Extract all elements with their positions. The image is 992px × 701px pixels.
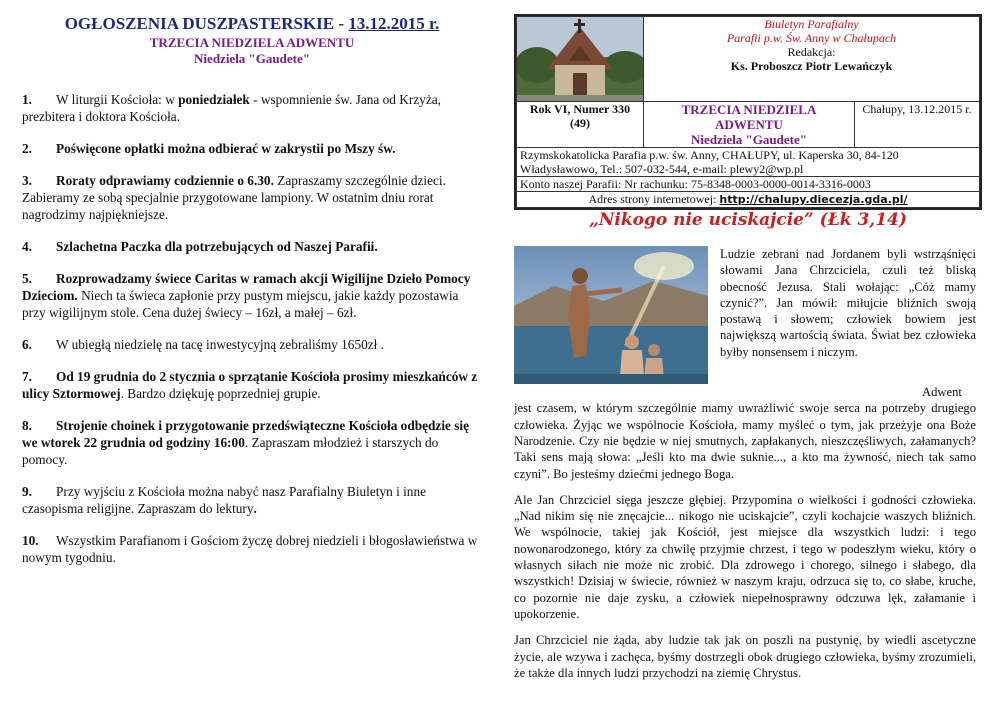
article-paragraph: Adwent jest czasem, w którym szczególnie mamy uwrażliwić swoje serca na potrzeby drugiego człowieka. Żyjąc we wspólnocie Kościoła, mamy myśleć o tym, jak przeżyje ona Boże Narodzenie. Czy nie będzie w niej smutnych, zapłakanych, nieszczęśliwych, załamanych? Taki sens mają słowa: „Jeśli kto ma dwie suknie..., a kto ma żywność, niech tak samo czyni”. Bo jesteśmy dziećmi jednego Boga. (514, 385, 976, 481)
announcement-list (22, 91, 482, 566)
bulletin-header (514, 14, 982, 210)
advent-cell (644, 102, 855, 148)
announcement-item: 1. W liturgii Kościoła: w poniedziałek - wspomnienie św. Jana od Krzyża, prezbitera i doktora Kościoła. (22, 92, 441, 124)
article-paragraph: Ale Jan Chrzciciel sięga jeszcze głębiej. Przypomina o wielkości i godności człowieka. „Nad nikim się nie znęcajcie... nikogo nie uciskajcie”, czyli kochajcie waszych bliźnich. We wspólnocie, takiej jak Kościół, jest miejsce dla wszystkich ludzi: i tego nowonarodzonego, który za chwilę przyjmie chrzest, i tego w podeszłym wieku, który o własnych siłach nie może nic zrobić. Dla zdrowego i chorego, silnego i słabego, dla wszystkich! Dzisiaj w świecie, również w naszym kraju, odrzuca się to, co słabe, kruche, co pozornie nie daje zysku, a człowiek niepełnosprawny odczuwa lęk, załamanie i upokorzenie. (514, 492, 976, 621)
bulletin-title: Biuletyn Parafialny (764, 17, 859, 31)
church-image (517, 17, 643, 101)
issue-number: Rok VI, Numer 330 (49) (517, 102, 644, 148)
editor-name: Ks. Proboszcz Piotr Lewańczyk (730, 59, 893, 73)
announcement-item: 10. Wszystkim Parafianom i Gościom życzę dobrej niedzieli i błogosławieństwa w nowym tygodniu. (22, 533, 478, 565)
announcement-item: 6. W ubiegłą niedzielę na tacę inwestycyjną zebraliśmy 1650zł . (22, 337, 384, 352)
announcements-column (22, 10, 482, 581)
article-body (514, 246, 976, 691)
city-date: Chałupy, 13.12.2015 r. (855, 102, 980, 148)
announcement-item: 3. Roraty odprawiamy codziennie o 6.30. Zapraszamy szczególnie dzieci. Zabieramy ze sobą specjalnie przygotowane lampiony. W ostatnim dniu rorat nagrodzimy najpiękniejsze. (22, 173, 446, 222)
announcements-subtitle-gaudete: Niedziela "Gaudete" (194, 51, 310, 66)
website-label: Adres strony internetowej: (588, 192, 720, 206)
website-link[interactable]: http://chalupy.diecezja.gda.pl/ (719, 193, 908, 206)
article-paragraph: Jan Chrzciciel nie żąda, aby ludzie tak jak on poszli na pustynię, by wiedli ascetyczne życie, ale wzywa i zachęca, byśmy dostrzegli obok drugiego człowieka, byśmy zrozumieli, że także dla innych ludzi przychodzi na ziemię Chrystus. (514, 633, 976, 680)
announcement-item: 5. Rozprowadzamy świece Caritas w ramach akcji Wigilijne Dzieło Pomocy Dzieciom. Niech ta świeca zapłonie przy pustym miejscu, jakie każdy pozostawia przy wigilijnym stole. Cena dużej świecy – 16zł, a małej – 6zł. (22, 271, 471, 320)
announcement-item: 4. Szlachetna Paczka dla potrzebujących od Naszej Parafii. (22, 239, 378, 254)
announcements-title (22, 14, 482, 34)
gaudete-title: Niedziela "Gaudete" (691, 132, 807, 147)
announcements-subtitle: TRZECIA NIEDZIELA ADWENTU (149, 35, 355, 50)
advent-title: TRZECIA NIEDZIELA ADWENTU (681, 102, 817, 132)
article-paragraph: Ludzie zebrani nad Jordanem byli wstrząśnięci słowami Jana Chrzciciela, czuli też bliską obecność Jezusa. Stali wołając: „Cóż mamy czynić?”. Jan mówił: miłujcie bliźnich swoją postawą i słowem; człowiek bowiem jest największą wartością świata. Świat bez człowieka byłby nonsensem i niczym. (720, 247, 976, 359)
announcement-item: 7. Od 19 grudnia do 2 stycznia o sprzątanie Kościoła prosimy mieszkańców z ulicy Sztormowej. Bardzo dziękuję poprzedniej grupie. (22, 369, 478, 401)
baptism-illustration (514, 246, 712, 384)
website-row (517, 192, 980, 208)
announcement-item: 8. Strojenie choinek i przygotowanie przedświąteczne Kościoła odbędzie się we wtorek 22 grudnia od godziny 16:00. Zapraszam młodzież i starszych do pomocy. (22, 418, 470, 467)
parish-address: Rzymskokatolicka Parafia p.w. św. Anny, CHAŁUPY, ul. Kaperska 30, 84-120 Władysławowo, Tel.: 507-032-544, e-mail: plewy2@wp.pl (517, 148, 980, 177)
bank-account: Konto naszej Parafii: Nr rachunku: 75-8348-0003-0000-0014-3316-0003 (517, 177, 980, 192)
baptism-image (514, 246, 708, 384)
article-title: „Nikogo nie uciskajcie” (Łk 3,14) (589, 210, 907, 230)
editor-label: Redakcja: (787, 45, 836, 59)
title-prefix: OGŁOSZENIA DUSZPASTERSKIE - (64, 14, 349, 33)
announcement-item: 2. Poświęcone opłatki można odbierać w zakrystii po Mszy św. (22, 141, 396, 156)
church-photo (517, 17, 644, 102)
title-date: 13.12.2015 r. (348, 14, 440, 33)
bulletin-title-cell (644, 17, 980, 102)
announcement-item: 9. Przy wyjściu z Kościoła można nabyć nasz Parafialny Biuletyn i inne czasopisma religijne. Zapraszam do lektury. (22, 484, 426, 516)
parish-name: Parafii p.w. Św. Anny w Chałupach (726, 31, 897, 45)
